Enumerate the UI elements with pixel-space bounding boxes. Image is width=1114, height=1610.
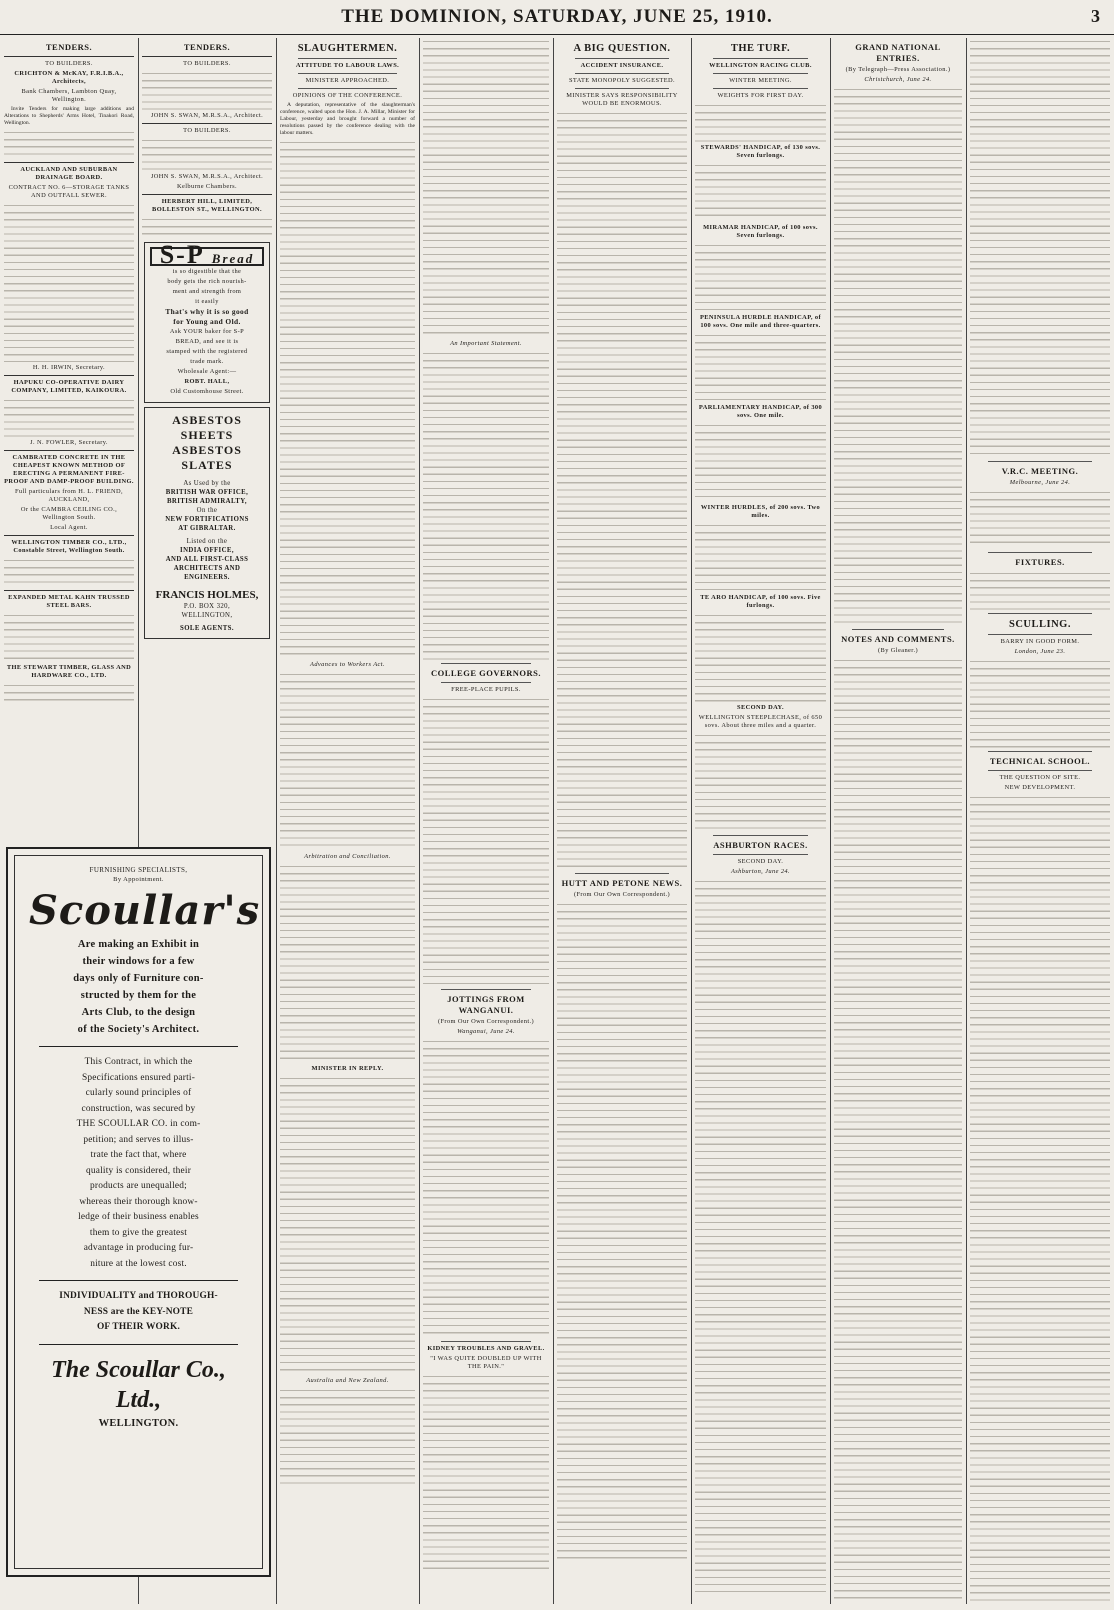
- advert-line: BREAD, and see it is: [175, 338, 239, 346]
- tender-line: THE STEWART TIMBER, GLASS AND HARDWARE CO., LTD.: [6, 664, 132, 680]
- asbestos-title: ASBESTOS SHEETS: [172, 413, 242, 443]
- article-headline: SLAUGHTERMEN.: [297, 43, 398, 54]
- article-subheading: An Important Statement.: [450, 340, 522, 347]
- article-subheading: THE QUESTION OF SITE.: [999, 774, 1081, 781]
- advert-line: Are making an Exhibit in: [77, 939, 200, 950]
- tender-line: AUCKLAND AND SUBURBAN DRAINAGE BOARD.: [20, 166, 118, 182]
- dateline: Melbourne, June 24.: [1009, 479, 1071, 486]
- tender-line: CAMBRATED CONCRETE IN THE CHEAPEST KNOWN METHOD OF ERECTING A PERMANENT FIRE-PROOF AND DAMP-PROOF BUILDING.: [4, 454, 134, 486]
- advert-line: petition; and serves to illus-: [83, 1134, 194, 1145]
- article-the-turf: [695, 38, 826, 1604]
- tender-line: Or the CAMBRA CEILING CO., Wellington South.: [20, 506, 118, 522]
- advert-line: INDIA OFFICE,: [180, 547, 234, 555]
- article-headline: SCULLING.: [1009, 619, 1071, 630]
- advert-line: ment and strength from: [172, 288, 242, 296]
- advert-line: That's why it is so good: [165, 307, 249, 317]
- advert-line: Listed on the: [186, 538, 228, 546]
- article-subheading: MINISTER APPROACHED.: [305, 77, 390, 84]
- article-headline: HUTT AND PETONE NEWS.: [561, 878, 683, 888]
- advert-line: P.O. BOX 320,: [183, 603, 231, 611]
- tender-line: Bank Chambers, Lambton Quay, Wellington.: [21, 88, 117, 103]
- tender-line: JOHN S. SWAN, M.R.S.A., Architect.: [150, 112, 264, 119]
- article-subheading: ACCIDENT INSURANCE.: [580, 62, 664, 69]
- advert-line: structed by them for the: [80, 990, 197, 1001]
- tender-line: CRICHTON & McKAY, F.R.I.B.A., Architects,: [14, 70, 124, 85]
- advert-line: Specifications ensured parti-: [81, 1072, 196, 1083]
- article-subheading: WELLINGTON RACING CLUB.: [709, 62, 812, 69]
- masthead-title: THE DOMINION, SATURDAY, JUNE 25, 1910.: [341, 6, 773, 27]
- tender-line: HERBERT HILL, LIMITED, BOLLESTON ST., WELLINGTON.: [152, 198, 262, 213]
- advert-line: their windows for a few: [82, 956, 195, 967]
- advert-line: INDIVIDUALITY and THOROUGH-: [59, 1291, 218, 1301]
- sp-bread-logo: S-P Bread: [150, 247, 265, 266]
- article-column-8: [970, 38, 1110, 1604]
- article-subheading: (By Gleaner.): [878, 647, 918, 654]
- advert-line: This Contract, in which the: [84, 1057, 193, 1067]
- article-subheading: WEIGHTS FOR FIRST DAY.: [717, 92, 804, 99]
- tenders-column-2: [142, 38, 272, 838]
- advert-line: body gets the rich nourish-: [167, 278, 247, 286]
- advert-line: niture at the lowest cost.: [90, 1258, 187, 1269]
- column-rule: [276, 38, 277, 1604]
- advert-line: quality is considered, their: [85, 1165, 192, 1176]
- advert-line: By Appointment.: [113, 876, 164, 883]
- article-headline: FIXTURES.: [1015, 557, 1065, 567]
- tender-line: EXPANDED METAL KAHN TRUSSED STEEL BARS.: [8, 594, 130, 610]
- article-headline: TECHNICAL SCHOOL.: [989, 756, 1091, 766]
- article-subheading: (From Our Own Correspondent.): [437, 1018, 535, 1025]
- article-subheading: NEW DEVELOPMENT.: [1004, 784, 1076, 791]
- article-headline: V.R.C. MEETING.: [1001, 466, 1079, 476]
- dateline: Ashburton, June 24.: [730, 868, 791, 875]
- asbestos-advert: [144, 407, 270, 639]
- tender-line: WELLINGTON TIMBER CO., LTD., Constable Street, Wellington South.: [11, 539, 127, 555]
- advert-line: ENGINEERS.: [184, 574, 230, 582]
- advert-line: AND ALL FIRST-CLASS: [165, 556, 249, 564]
- race-heading: STEWARDS' HANDICAP, of 130 sovs. Seven furlongs.: [700, 144, 821, 159]
- article-subheading: WINTER MEETING.: [729, 77, 792, 84]
- advert-line: AT GIBRALTAR.: [178, 525, 236, 533]
- tender-line: TO BUILDERS.: [183, 127, 231, 134]
- article-headline: NOTES AND COMMENTS.: [841, 634, 955, 644]
- tender-line: Local Agent.: [50, 524, 88, 532]
- masthead: [0, 0, 1114, 35]
- tenders-column-1: [4, 38, 134, 838]
- article-subheading: MINISTER IN REPLY.: [311, 1065, 384, 1073]
- dateline: Christchurch, June 24.: [864, 76, 932, 83]
- advert-line: is so digestible that the: [172, 268, 242, 276]
- advert-line: NEW FORTIFICATIONS: [165, 516, 249, 524]
- advert-line: construction, was secured by: [81, 1103, 196, 1114]
- advert-line: advantage in producing fur-: [83, 1243, 194, 1253]
- advert-line: Wholesale Agent:—: [177, 368, 237, 376]
- scoullar-advert: [6, 847, 271, 1577]
- advert-line: it easily: [195, 298, 219, 306]
- article-subheading: (By Telegraph—Press Association.): [845, 66, 951, 73]
- advert-line: NESS are the KEY-NOTE: [83, 1306, 194, 1317]
- dateline: London, June 23.: [1014, 648, 1066, 655]
- advert-line: trade mark.: [190, 358, 224, 366]
- article-subheading: "I WAS QUITE DOUBLED UP WITH THE PAIN.": [430, 1355, 542, 1370]
- article-headline: THE TURF.: [730, 43, 791, 54]
- dateline: Wanganui, June 24.: [457, 1028, 515, 1035]
- article-paragraph: A deputation, representative of the slaughterman's conference, waited upon the Hon. J. A. Millar, Minister for Labour, yesterday and brought forward a number of resolutions passed by the conference dealing with the labour matters.: [280, 102, 415, 137]
- advert-line: products are unequalled;: [90, 1181, 187, 1191]
- tender-line: Full particulars from H. L. FRIEND, AUCKLAND,: [14, 488, 124, 504]
- article-headline: COLLEGE GOVERNORS.: [430, 668, 542, 678]
- article-subheading: FREE-PLACE PUPILS.: [451, 686, 521, 693]
- asbestos-firm: FRANCIS HOLMES,: [155, 589, 259, 602]
- advert-line: FURNISHING SPECIALISTS,: [89, 866, 188, 874]
- column-rule: [553, 38, 554, 1604]
- sp-bread-advert: [144, 242, 270, 403]
- advert-line: of the Society's Architect.: [77, 1024, 200, 1035]
- tender-line: Kelburne Chambers.: [176, 183, 238, 190]
- tender-line: JOHN S. SWAN, M.R.S.A., Architect.: [150, 173, 264, 180]
- advert-line: SOLE AGENTS.: [180, 625, 234, 633]
- article-subheading: Arbitration and Conciliation.: [304, 853, 391, 861]
- article-subheading: OPINIONS OF THE CONFERENCE.: [292, 92, 403, 99]
- advert-line: ARCHITECTS AND: [173, 565, 241, 573]
- advert-line: stamped with the registered: [166, 348, 248, 356]
- column-rule: [691, 38, 692, 1604]
- tenders-heading: TENDERS.: [183, 42, 231, 52]
- tender-line: J. N. FOWLER, Secretary.: [30, 439, 108, 447]
- article-subheading: Australia and New Zealand.: [306, 1377, 389, 1385]
- article-headline: GRAND NATIONAL ENTRIES.: [855, 42, 941, 63]
- tender-line: H. H. IRWIN, Secretary.: [32, 364, 106, 372]
- advert-line: As Used by the: [183, 480, 231, 488]
- race-heading: MIRAMAR HANDICAP, of 100 sovs. Seven furlongs.: [703, 224, 818, 239]
- race-heading: WELLINGTON STEEPLECHASE, of 650 sovs. About three miles and a quarter.: [698, 714, 823, 729]
- article-headline: ASHBURTON RACES.: [713, 840, 808, 850]
- article-grand-national: [834, 38, 962, 1604]
- scoullar-company: The Scoullar Co., Ltd.,: [51, 1356, 226, 1413]
- asbestos-title: ASBESTOS SLATES: [172, 443, 242, 473]
- advert-line: cularly sound principles of: [85, 1088, 192, 1098]
- tenders-heading: TENDERS.: [45, 42, 93, 52]
- column-rule: [830, 38, 831, 1604]
- tender-line: CONTRACT NO. 6—STORAGE TANKS AND OUTFALL SEWER.: [8, 184, 130, 200]
- tender-line: TO BUILDERS.: [183, 60, 231, 67]
- article-subheading: (From Our Own Correspondent.): [573, 891, 671, 898]
- race-heading: WINTER HURDLES, of 200 sovs. Two miles.: [700, 504, 821, 519]
- article-slaughtermen: [280, 38, 415, 1604]
- race-heading: PENINSULA HURDLE HANDICAP, of 100 sovs. One mile and three-quarters.: [699, 314, 822, 329]
- race-heading: TE ARO HANDICAP, of 100 sovs. Five furlongs.: [700, 594, 821, 609]
- article-subheading: ATTITUDE TO LABOUR LAWS.: [295, 62, 400, 69]
- advert-line: WELLINGTON,: [181, 612, 233, 620]
- article-headline: A BIG QUESTION.: [573, 43, 671, 54]
- advert-line: days only of Furniture con-: [73, 973, 204, 984]
- article-subheading: Advances to Workers Act.: [310, 661, 385, 669]
- advert-line: THE SCOULLAR CO. in com-: [76, 1119, 201, 1129]
- article-subheading: SECOND DAY.: [737, 858, 784, 865]
- advert-line: ROBT. HALL,: [184, 378, 230, 386]
- article-subheading: STATE MONOPOLY SUGGESTED.: [568, 77, 676, 84]
- article-big-question: [557, 38, 687, 1604]
- advert-line: BRITISH WAR OFFICE,: [165, 489, 249, 497]
- tender-line: HAPUKU CO-OPERATIVE DAIRY COMPANY, LIMITED, KAIKOURA.: [11, 379, 127, 395]
- advert-line: WELLINGTON.: [98, 1417, 179, 1429]
- advert-line: trate the fact that, where: [90, 1150, 187, 1160]
- advert-line: Old Customhouse Street.: [170, 388, 244, 396]
- advert-line: On the: [196, 507, 218, 515]
- advert-line: BRITISH ADMIRALTY,: [167, 498, 247, 506]
- article-subheading: BARRY IN GOOD FORM.: [1000, 638, 1080, 645]
- article-subheading: MINISTER SAYS RESPONSIBILITY WOULD BE ENORMOUS.: [566, 92, 678, 107]
- article-subheading: SECOND DAY.: [737, 704, 784, 711]
- advert-line: them to give the greatest: [89, 1227, 188, 1238]
- tender-text: Invite Tenders for making large additions and Alterations to Shepherds' Arms Hotel, Tinakori Road, Wellington.: [4, 106, 134, 127]
- advert-line: ledge of their business enables: [78, 1212, 199, 1222]
- article-headline: KIDNEY TROUBLES AND GRAVEL.: [427, 1345, 545, 1352]
- column-rule: [419, 38, 420, 1604]
- article-column-4: [423, 38, 549, 1604]
- tender-line: TO BUILDERS.: [45, 60, 93, 67]
- page-number: 3: [1091, 6, 1100, 26]
- advert-line: Ask YOUR baker for S-P: [169, 328, 245, 336]
- advert-line: whereas their thorough know-: [79, 1196, 198, 1207]
- advert-line: OF THEIR WORK.: [96, 1322, 181, 1332]
- scoullar-logo: Scoullar's: [29, 887, 261, 934]
- race-heading: PARLIAMENTARY HANDICAP, of 300 sovs. One mile.: [698, 404, 823, 419]
- advert-line: for Young and Old.: [173, 317, 241, 327]
- article-headline: JOTTINGS FROM WANGANUI.: [447, 994, 525, 1015]
- column-rule: [966, 38, 967, 1604]
- advert-line: Arts Club, to the design: [81, 1007, 196, 1018]
